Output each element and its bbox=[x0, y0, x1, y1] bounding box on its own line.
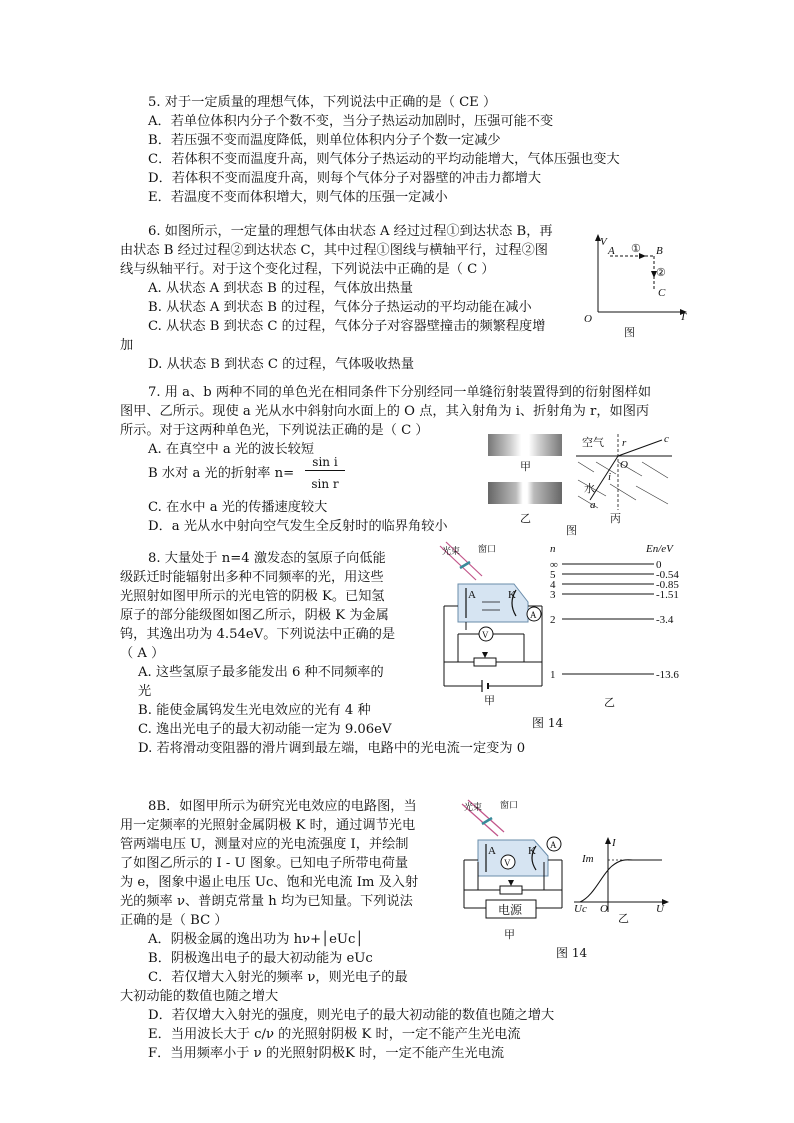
q8-stem-line2: 级跃迁时能辐射出多种不同频率的光，用这些 bbox=[120, 570, 384, 585]
origin-label: O bbox=[600, 903, 608, 915]
energy-level-e: -3.4 bbox=[656, 614, 674, 626]
q8b-iu-graph bbox=[572, 836, 672, 926]
ammeter-label: A bbox=[530, 610, 537, 620]
q7-stem-line1: 7. 用 a、b 两种不同的单色光在相同条件下分别经同一单缝衍射装置得到的衍射图样如 bbox=[148, 385, 652, 400]
state-a-label: A bbox=[608, 245, 615, 257]
q8b-option-e: E．当用波长大于 c/ν 的光照射阴极 K 时，一定不能产生光电流 bbox=[148, 1027, 521, 1042]
q8-stem-line4: 原子的部分能级图如图乙所示，阴极 K 为金属 bbox=[120, 608, 389, 623]
state-c-label: C bbox=[658, 287, 666, 299]
q8-phototube-circuit bbox=[438, 540, 550, 710]
q8b-stem-line3: 管两端电压 U，测量对应的光电流强度 I，并绘制 bbox=[120, 837, 409, 852]
q6-option-a: A. 从状态 A 到状态 B 的过程，气体放出热量 bbox=[148, 281, 413, 296]
q7-fraction-numerator: sin i bbox=[305, 454, 345, 471]
axis-i-label: I bbox=[612, 837, 616, 849]
q8b-option-c: C．若仅增大入射光的频率 ν，则光电子的最 bbox=[148, 970, 408, 985]
label-o: O bbox=[620, 459, 628, 471]
q8b-option-a: A．阴极金属的逸出功为 hν+│eUc│ bbox=[148, 932, 364, 947]
q6-stem-line1: 6. 如图所示，一定量的理想气体由状态 A 经过过程①到达状态 B，再 bbox=[148, 224, 553, 239]
label-yi: 乙 bbox=[520, 513, 531, 525]
q8-option-d: D. 若将滑动变阻器的滑片调到最左端，电路中的光电流一定变为 0 bbox=[138, 741, 526, 756]
energy-level-e: -1.51 bbox=[656, 589, 679, 601]
q8b-stem-line7: 正确的是（ BC ） bbox=[120, 913, 228, 928]
energy-level-n: 1 bbox=[550, 669, 556, 681]
ammeter-label: A bbox=[550, 840, 557, 850]
energy-level-n: 2 bbox=[550, 614, 556, 626]
label-r: r bbox=[622, 437, 627, 449]
q8-stem-line1: 8. 大量处于 n=4 激发态的氢原子向低能 bbox=[148, 551, 386, 566]
q8b-phototube-circuit bbox=[458, 798, 570, 948]
energy-level-n: 5 bbox=[550, 569, 556, 581]
label-uc: Uc bbox=[574, 903, 587, 915]
pattern-yi bbox=[488, 482, 562, 504]
q8b-stem-line2: 用一定频率的光照射金属阴极 K 时，通过调节光电 bbox=[120, 818, 416, 833]
label-jia: 甲 bbox=[520, 461, 531, 473]
figure-caption: 图 bbox=[566, 525, 577, 537]
q6-option-c-cont: 加 bbox=[120, 338, 134, 353]
label-beam: 光束 bbox=[464, 802, 483, 812]
q5-option-c: C．若体积不变而温度升高，则气体分子热运动的平均动能增大，气体压强也变大 bbox=[148, 152, 620, 167]
q7-option-d: D．a 光从水中射向空气发生全反射时的临界角较小 bbox=[148, 519, 448, 534]
q8b-option-c-cont: 大初动能的数值也随之增大 bbox=[120, 989, 279, 1004]
power-source-label: 电源 bbox=[498, 903, 523, 917]
q6-option-c: C. 从状态 B 到状态 C 的过程，气体分子对容器壁撞击的频繁程度增 bbox=[148, 319, 546, 334]
q5-stem: 5. 对于一定质量的理想气体，下列说法中正确的是（ CE ） bbox=[148, 95, 497, 110]
q8-option-a-cont: 光 bbox=[138, 684, 152, 699]
q6-stem-line2: 由状态 B 经过过程②到达状态 C，其中过程①图线与横轴平行，过程②图 bbox=[120, 243, 548, 258]
pattern-jia bbox=[488, 434, 562, 456]
label-cathode: K bbox=[528, 845, 536, 857]
figure-caption: 图 bbox=[624, 327, 635, 339]
label-im: Im bbox=[582, 853, 594, 865]
q6-option-b: B. 从状态 A 到状态 B 的过程，气体分子热运动的平均动能在减小 bbox=[148, 300, 532, 315]
q5-option-a: A．若单位体积内分子个数不变，当分子热运动加剧时，压强可能不变 bbox=[148, 114, 554, 129]
voltmeter-label: V bbox=[482, 630, 489, 640]
q7-stem-line3: 所示。对于这两种单色光，下列说法正确的是（ C ） bbox=[120, 423, 429, 438]
q8b-stem-line6: 光的频率 ν、普朗克常量 h 均为已知量。下列说法 bbox=[120, 894, 413, 909]
axis-u-label: U bbox=[656, 903, 664, 915]
q8b-stem-line1: 8B．如图甲所示为研究光电效应的电路图，当 bbox=[148, 799, 417, 814]
voltmeter-label: V bbox=[504, 858, 511, 868]
q7-diffraction-figure bbox=[486, 430, 676, 542]
process-2-label: ② bbox=[656, 267, 666, 279]
q8-energy-level-diagram bbox=[548, 540, 688, 710]
label-bing: 丙 bbox=[610, 513, 621, 525]
q8-option-b: B. 能使金属钨发生光电效应的光有 4 种 bbox=[138, 703, 371, 718]
q8-stem-line3: 光照射如图甲所示的光电管的阴极 K。已知氢 bbox=[120, 589, 385, 604]
q8b-option-b: B．阴极逸出电子的最大初动能为 eUc bbox=[148, 951, 373, 966]
axis-n-label: n bbox=[550, 543, 556, 555]
q6-stem-line3: 线与纵轴平行。对于这个变化过程，下列说法中正确的是（ C ） bbox=[120, 262, 495, 277]
q8-option-a: A. 这些氢原子最多能发出 6 种不同频率的 bbox=[138, 665, 384, 680]
label-a: a bbox=[590, 499, 596, 511]
label-yi: 乙 bbox=[604, 697, 615, 709]
q5-option-d: D．若体积不变而温度升高，则每个气体分子对器壁的冲击力都增大 bbox=[148, 171, 542, 186]
label-anode: A bbox=[488, 845, 496, 857]
q8b-figure-caption: 图 14 bbox=[556, 946, 588, 960]
energy-level-n: 3 bbox=[550, 589, 556, 601]
q8-stem-line5: 钨，其逸出功为 4.54eV。下列说法中正确的是 bbox=[120, 627, 396, 642]
label-jia: 甲 bbox=[484, 695, 495, 707]
q6-vt-diagram bbox=[584, 232, 694, 344]
axis-v-label: V bbox=[600, 236, 607, 248]
axis-e-label: En/eV bbox=[646, 543, 673, 555]
label-yi: 乙 bbox=[618, 913, 629, 925]
label-jia: 甲 bbox=[504, 929, 515, 941]
label-cathode: K bbox=[508, 589, 516, 601]
q8-stem-line6: （ A ） bbox=[120, 646, 165, 661]
q8b-stem-line5: 为 e，图象中遏止电压 Uc、饱和光电流 Im 及入射 bbox=[120, 875, 419, 890]
label-i: i bbox=[608, 471, 612, 483]
axis-t-label: T bbox=[680, 311, 687, 323]
q7-option-a: A. 在真空中 a 光的波长较短 bbox=[148, 442, 315, 457]
energy-level-e: -0.85 bbox=[656, 579, 679, 591]
q8-option-c: C. 逸出光电子的最大初动能一定为 9.06eV bbox=[138, 722, 392, 737]
q8b-option-d: D．若仅增大入射光的强度，则光电子的最大初动能的数值也随之增大 bbox=[148, 1008, 555, 1023]
q7-stem-line2: 图甲、乙所示。现使 a 光从水中斜射向水面上的 O 点，其入射角为 i、折射角为 r，如图丙 bbox=[120, 404, 650, 419]
label-air: 空气 bbox=[582, 437, 604, 449]
q8b-option-f: F．当用频率小于 ν 的光照射阴极K 时，一定不能产生光电流 bbox=[148, 1046, 505, 1061]
process-1-label: ① bbox=[631, 243, 641, 255]
q6-option-d: D. 从状态 B 到状态 C 的过程，气体吸收热量 bbox=[148, 357, 415, 372]
state-b-label: B bbox=[656, 245, 663, 257]
energy-level-e: 0 bbox=[656, 559, 662, 571]
energy-level-e: -0.54 bbox=[656, 569, 679, 581]
label-c: c bbox=[664, 433, 669, 445]
label-window: 窗口 bbox=[478, 544, 497, 554]
energy-level-e: -13.6 bbox=[656, 669, 679, 681]
q8-figure-caption: 图 14 bbox=[532, 716, 564, 730]
label-beam: 光束 bbox=[442, 546, 461, 556]
q7-option-c: C. 在水中 a 光的传播速度较大 bbox=[148, 500, 328, 515]
q5-option-b: B．若压强不变而温度降低，则单位体积内分子个数一定减少 bbox=[148, 133, 501, 148]
q7-fraction-denominator: sin r bbox=[311, 477, 339, 491]
q7-option-b: B 水对 a 光的折射率 n= bbox=[148, 466, 295, 481]
label-window: 窗口 bbox=[500, 800, 519, 810]
energy-level-n: ∞ bbox=[550, 559, 558, 571]
q8b-stem-line4: 了如图乙所示的 I - U 图象。已知电子所带电荷量 bbox=[120, 856, 409, 871]
label-water: 水 bbox=[584, 483, 595, 495]
origin-label: O bbox=[584, 313, 592, 325]
q5-option-e: E．若温度不变而体积增大，则气体的压强一定减小 bbox=[148, 190, 448, 205]
energy-level-n: 4 bbox=[550, 579, 556, 591]
label-anode: A bbox=[468, 589, 476, 601]
